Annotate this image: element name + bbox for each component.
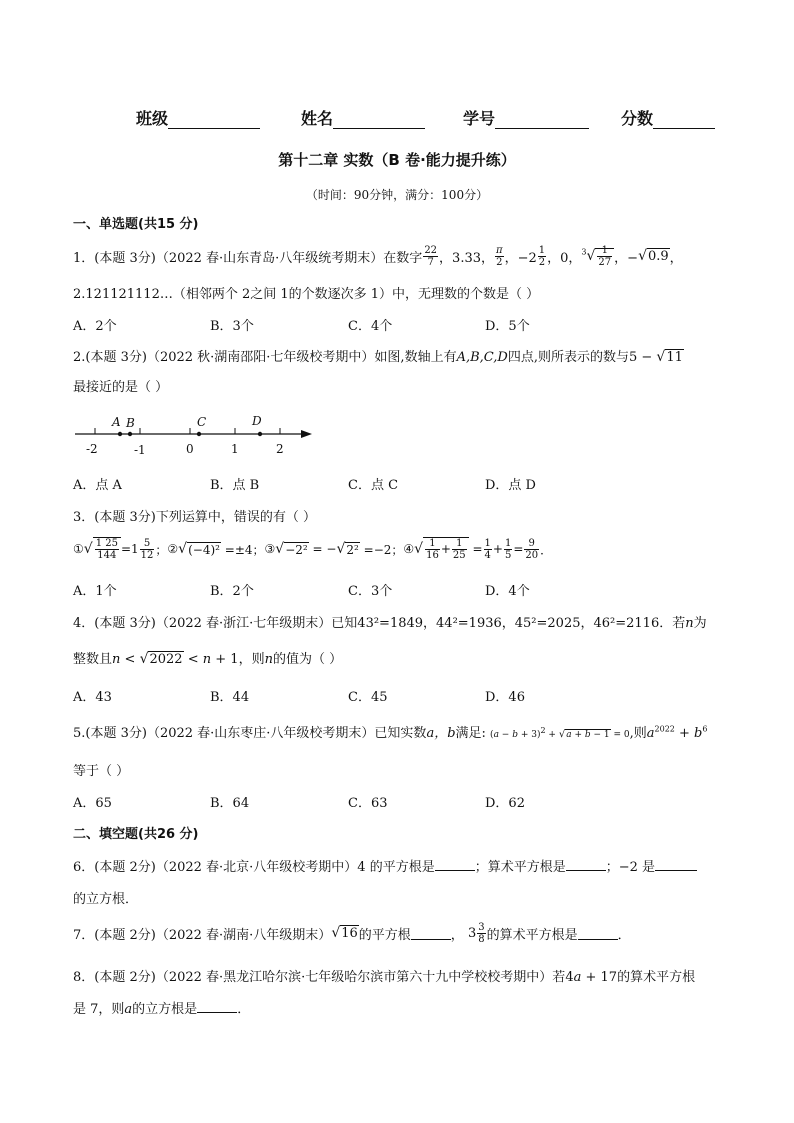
tick-label-1: 1	[231, 442, 239, 456]
point-d	[258, 432, 262, 436]
q2-lead: 2.(本题 3分)（2022 秋·湖南邵阳·七年级校考期中）如图,数轴上有	[73, 350, 457, 365]
q5-then: ,则	[629, 726, 647, 741]
q5-option-d[interactable]: D．62	[485, 796, 525, 811]
question-8	[73, 966, 695, 985]
q1-sqrt-09: √0.9	[638, 248, 669, 264]
tick-label-neg1: -1	[134, 443, 146, 457]
q4-option-c[interactable]: C．45	[348, 690, 388, 705]
tick-label-0: 0	[186, 442, 194, 456]
q5-mid: 满足:	[455, 726, 486, 741]
q8-expr: 4a + 17	[565, 970, 618, 985]
q1-option-d[interactable]: D．5个	[485, 319, 530, 334]
q1-line2: 2.121121112…（相邻两个 2之间 1的个数逐次多 1）中，无理数的个数是（ ）	[73, 287, 540, 302]
q7-mid2: ，	[450, 927, 464, 943]
q7-blank-2[interactable]	[578, 927, 618, 940]
q1-option-c[interactable]: C．4个	[348, 319, 393, 334]
point-b	[128, 432, 132, 436]
q3-expressions: ① √ $\frac{1 25}{144}$ =1 $\frac{5}{12}$ ； ② √ (−4)² =±4； ③ √ −2² = − √ 2² =−2； ④ √ $\frac{1}{16}$ + $\frac{1}{25}$ = $\frac{1}{4}$ + $\frac{1}{5}$ = $\frac{9}{20}$ ．	[73, 537, 553, 561]
page-subtitle: （时间：90分钟，满分：100分）	[305, 188, 489, 202]
q6-blank-3[interactable]	[655, 858, 697, 871]
q1-frac-1-2: $\frac{1}{2}$	[538, 244, 546, 268]
class-blank[interactable]	[168, 112, 260, 129]
q4-option-d[interactable]: D．46	[485, 690, 525, 705]
q4-line2-pre: 整数且	[73, 652, 113, 667]
q1-cuberoot: $^3$√ $\frac{1}{27}$	[581, 245, 614, 268]
q5-option-c[interactable]: C．63	[348, 796, 388, 811]
point-a	[118, 432, 122, 436]
q8-tail: 的算术平方根	[617, 970, 696, 985]
axis-ticks	[95, 428, 280, 434]
q3-option-d[interactable]: D．4个	[485, 584, 530, 599]
point-label-c: C	[197, 415, 207, 429]
name-label: 姓名	[301, 109, 334, 128]
q7-tail: 的算术平方根是	[486, 927, 578, 943]
section-single-choice: 一、单选题(共15 分)	[73, 217, 199, 232]
q8-line2-pre: 是 7，则	[73, 1002, 125, 1017]
q6-t2: ；算术平方根是	[474, 860, 566, 875]
q2-option-c[interactable]: C．点 C	[348, 478, 399, 493]
q2-tail: 四点,则所表示的数与	[507, 350, 629, 365]
q5-vars: a，b	[426, 726, 456, 741]
question-5: 5.(本题 3分)（2022 春·山东枣庄·八年级校考期末）已知实数a，b满足: $(a - b + 3)^2 + √a + b - 1 = 0$,则$a^{2022} + b^6$	[73, 724, 708, 741]
q5-condition: $(a - b + 3)^2 + √a + b - 1 = 0$	[490, 726, 630, 740]
q1-option-b[interactable]: B．3个	[210, 319, 254, 334]
header-class	[136, 106, 260, 129]
question-4: 4．(本题 3分)（2022 春·浙江·七年级期末）已知43²=1849，44²=1936，45²=2025，46²=2116．若n为	[73, 616, 707, 631]
q4-option-b[interactable]: B．44	[210, 690, 250, 705]
q1-frac-22-7: $\frac{22}{7}$	[424, 244, 438, 268]
name-blank[interactable]	[333, 112, 425, 129]
page-title: 第十二章 实数（B 卷·能力提升练）	[278, 151, 516, 169]
question-3: 3．(本题 3分)下列运算中，错误的有（ ）	[73, 510, 316, 525]
header-name	[301, 106, 425, 129]
number-line	[70, 410, 320, 460]
tick-label-2: 2	[276, 442, 284, 456]
header-score	[621, 106, 715, 129]
q8-pre: 8．(本题 2分)（2022 春·黑龙江哈尔滨·七年级哈尔滨市第六十九中学校校考期中）若	[73, 970, 566, 985]
q8-blank[interactable]	[197, 1000, 237, 1013]
q1-lead: 1．(本题 3分)（2022 春·山东青岛·八年级统考期末）在数字	[73, 250, 423, 266]
score-blank[interactable]	[653, 112, 715, 129]
q5-lead: 5.(本题 3分)（2022 春·山东枣庄·八年级校考期末）已知实数	[73, 726, 427, 741]
q1-option-a[interactable]: A．2个	[73, 319, 117, 334]
q4-line2-end: 的值为（ ）	[272, 652, 343, 667]
q2-points: A,B,C,D	[456, 350, 508, 365]
q4-line2-post: ，则	[238, 652, 265, 667]
q7-mid: 的平方根	[358, 927, 411, 943]
q8-end: ．	[237, 1002, 251, 1017]
question-1: 1．(本题 3分)（2022 春·山东青岛·八年级统考期末）在数字 $\frac{22}{7}$ ，3.33， $\frac{\pi}{2}$ ，−2 $\frac{1}{2}$ ，0， $^3$√ $\frac{1}{27}$ ，− √0.9 ，	[73, 244, 683, 268]
class-label: 班级	[136, 109, 169, 128]
q2-expr: 5 − √11	[628, 349, 683, 365]
q3-option-b[interactable]: B．2个	[210, 584, 254, 599]
q4-line2: 整数且n < √2022 < n + 1，则n的值为（ ）	[73, 651, 343, 667]
header-id	[463, 106, 589, 129]
q6-line2: 的立方根．	[73, 892, 139, 907]
point-c	[197, 432, 201, 436]
q4-option-a[interactable]: A．43	[73, 690, 112, 705]
q6-blank-2[interactable]	[566, 858, 606, 871]
q4-n-tail: 为	[693, 616, 707, 631]
q2-line2: 最接近的是（ ）	[73, 380, 169, 395]
q6-t3: ；−2 是	[605, 860, 656, 875]
q5-option-b[interactable]: B．64	[210, 796, 250, 811]
q5-option-a[interactable]: A．65	[73, 796, 112, 811]
q2-option-b[interactable]: B．点 B	[210, 478, 260, 493]
section-fill-blank: 二、填空题(共26 分)	[73, 827, 199, 842]
q3-option-a[interactable]: A．1个	[73, 584, 117, 599]
id-label: 学号	[463, 109, 496, 128]
q6-text: 6．(本题 2分)（2022 春·北京·八年级校考期中）4 的平方根是	[73, 860, 435, 875]
q2-option-a[interactable]: A．点 A	[73, 478, 122, 493]
question-7: 7．(本题 2分)（2022 春·湖南·八年级期末） √ 16 的平方根 ， 3 $\frac{3}{8}$ 的算术平方根是 ．	[73, 921, 631, 945]
q1-frac-pi-2: $\frac{\pi}{2}$	[496, 244, 503, 268]
question-6	[73, 856, 697, 875]
point-label-b: B	[126, 416, 135, 430]
q7-pre: 7．(本题 2分)（2022 春·湖南·八年级期末）	[73, 927, 332, 943]
q2-option-d[interactable]: D．点 D	[485, 478, 536, 493]
question-2	[73, 346, 684, 365]
q4-lead: 4．(本题 3分)（2022 春·浙江·七年级期末）已知43²=1849，44²=1936，45²=2025，46²=2116．若	[73, 616, 686, 631]
point-label-d: D	[252, 414, 262, 428]
score-label: 分数	[621, 109, 654, 128]
q7-blank-1[interactable]	[411, 927, 451, 940]
point-label-a: A	[112, 415, 121, 429]
q8-line2-post: 的立方根是	[132, 1002, 198, 1017]
q6-blank-1[interactable]	[435, 858, 475, 871]
id-blank[interactable]	[495, 112, 589, 129]
tick-label-neg2: -2	[86, 442, 98, 456]
q7-end: ．	[617, 927, 631, 943]
axis-arrow	[301, 430, 312, 438]
q5-line2: 等于（ ）	[73, 764, 130, 779]
q3-option-c[interactable]: C．3个	[348, 584, 393, 599]
q8-line2: 是 7，则a的立方根是 ．	[73, 1002, 251, 1017]
